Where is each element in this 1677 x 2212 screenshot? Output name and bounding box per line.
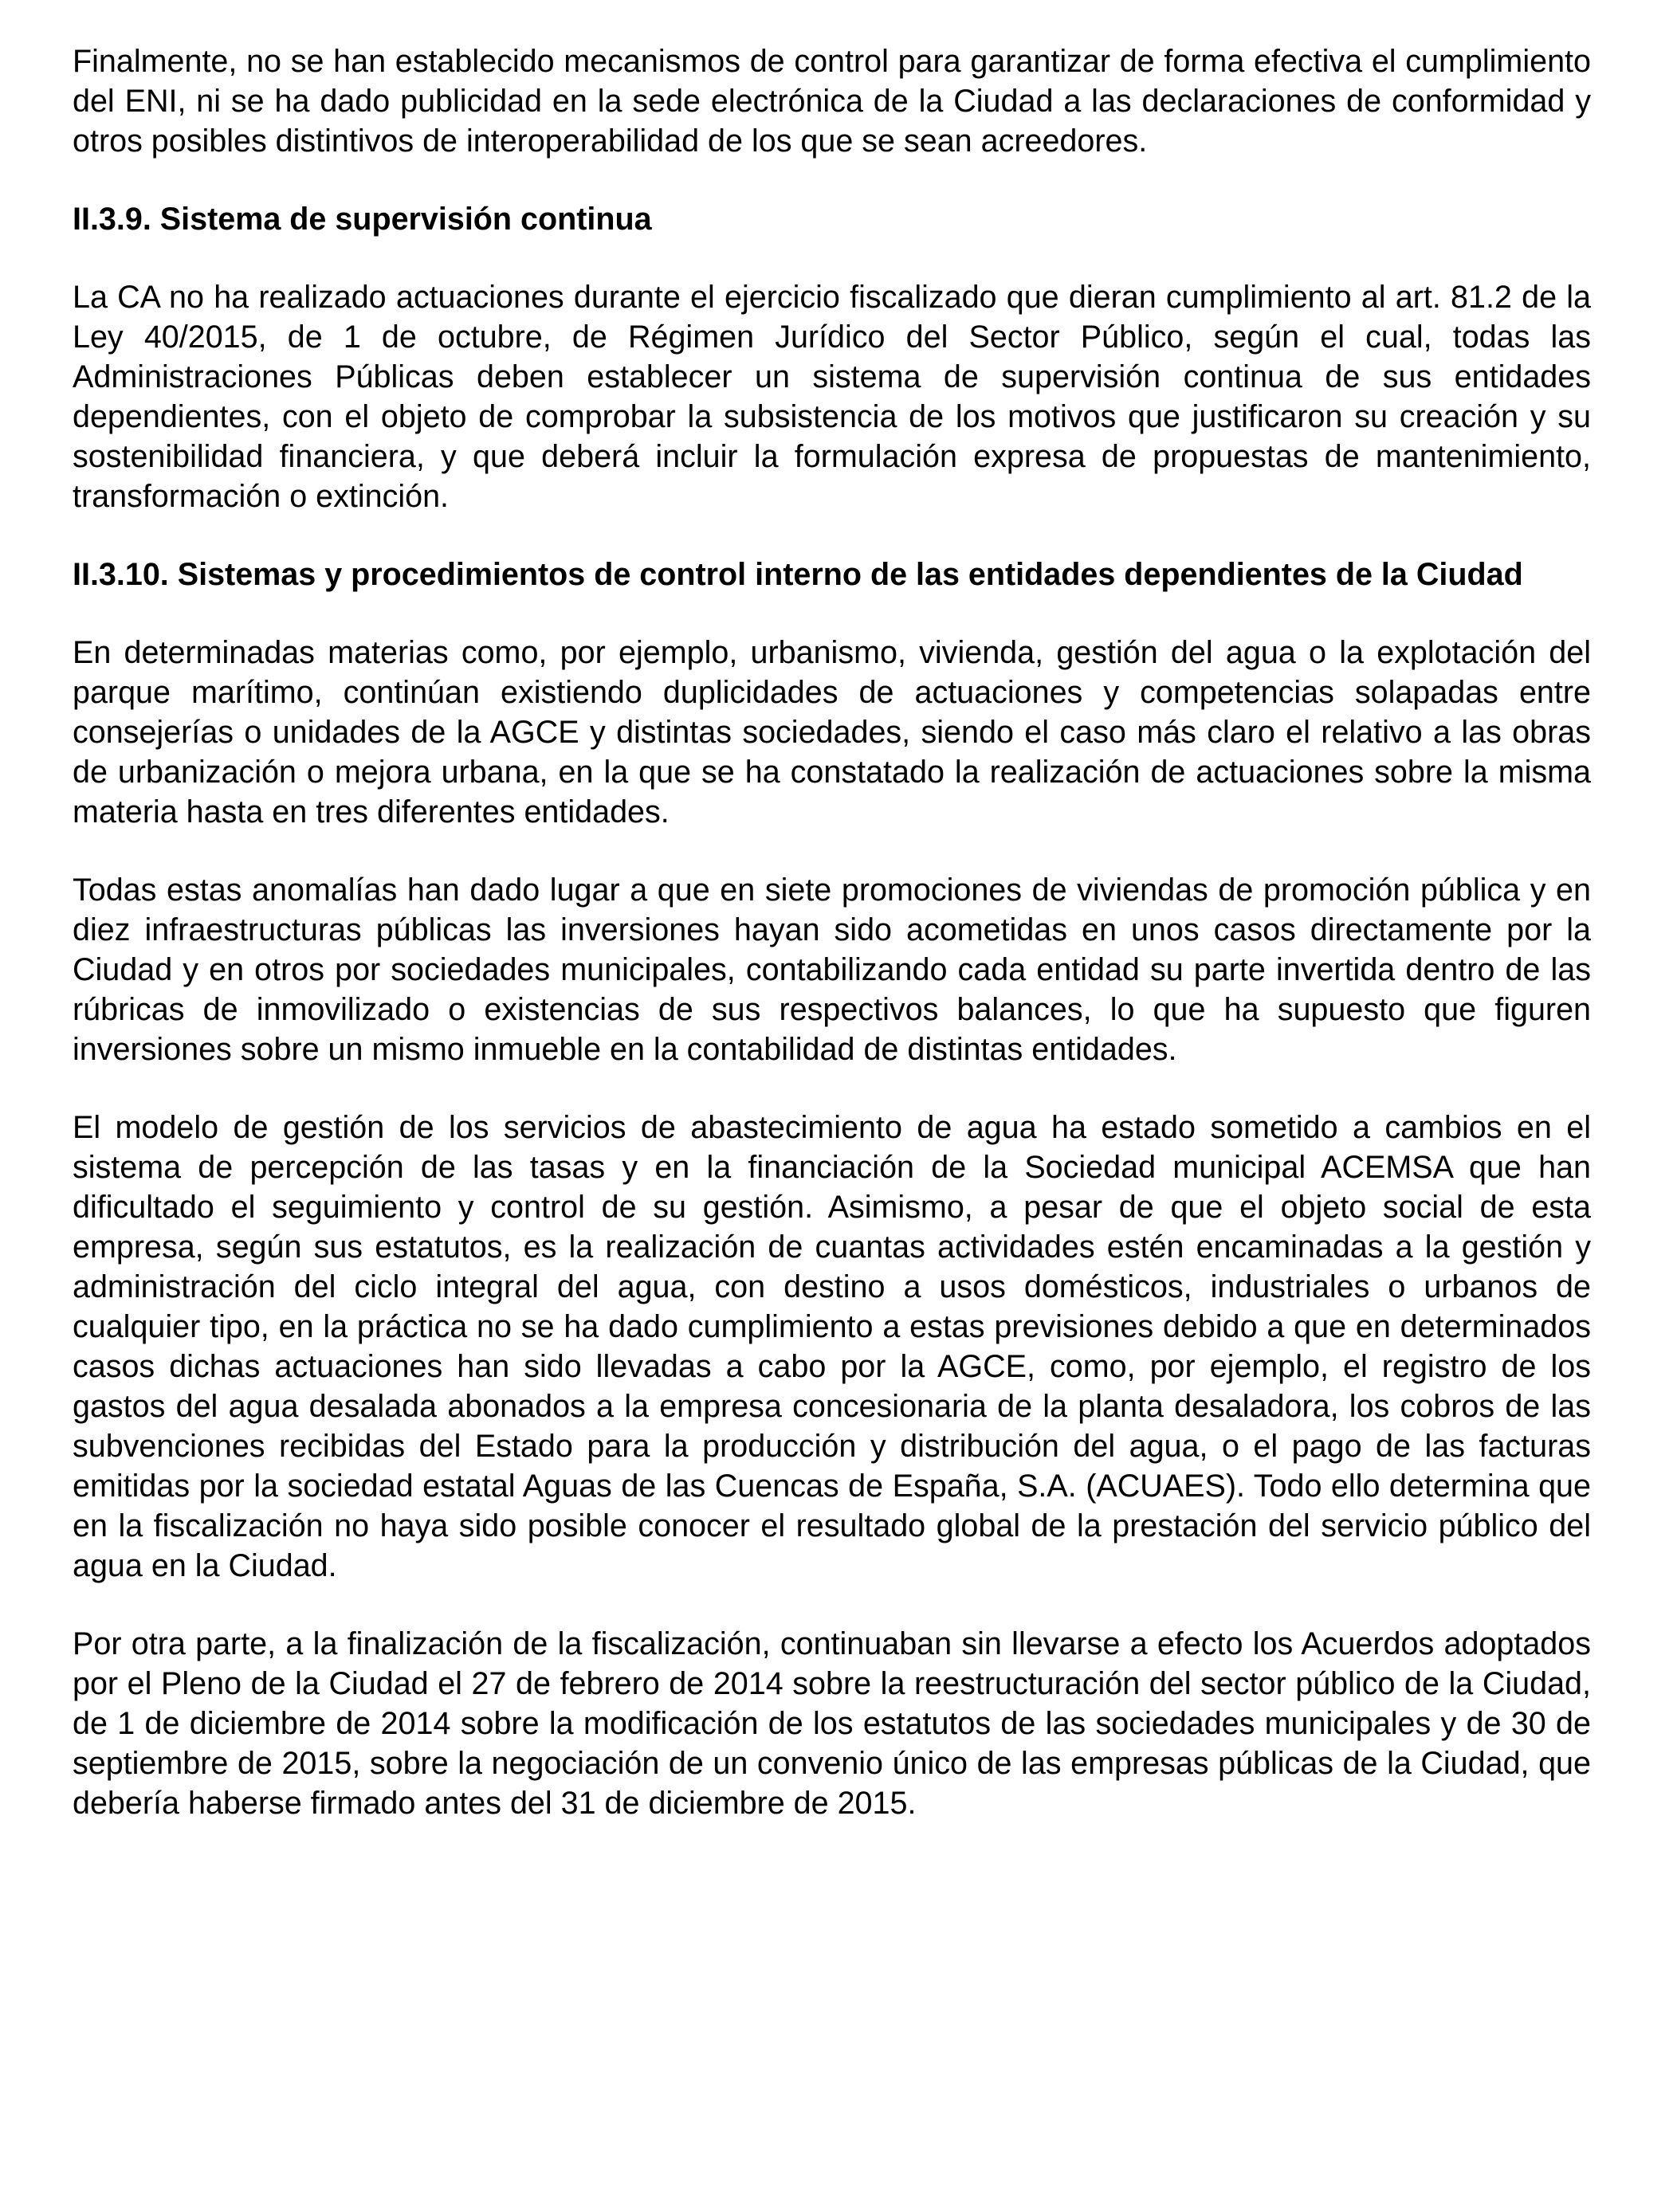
section-heading-ii-3-10	[73, 555, 1591, 594]
paragraph-abastecimiento-agua: El modelo de gestión de los servicios de abastecimiento de agua ha estado sometido a cambios en el sistema de percepción de las tasas y en la financiación de la Sociedad municipal ACEMSA que han dificultado el seguimiento y control de su gestión. Asimismo, a pesar de que el objeto social de esta empresa, según sus estatutos, es la realización de cuantas actividades estén encaminadas a la gestión y administración del ciclo integral del agua, con destino a usos domésticos, industriales o urbanos de cualquier tipo, en la práctica no se ha dado cumplimiento a estas previsiones debido a que en determinados casos dichas actuaciones han sido llevadas a cabo por la AGCE, como, por ejemplo, el registro de los gastos del agua desalada abonados a la empresa concesionaria de la planta desaladora, los cobros de las subvenciones recibidas del Estado para la producción y distribución del agua, o el pago de las facturas emitidas por la sociedad estatal Aguas de las Cuencas de España, S.A. (ACUAES). Todo ello determina que en la fiscalización no haya sido posible conocer el resultado global de la prestación del servicio público del agua en la Ciudad.	[73, 1110, 1591, 1583]
document-page	[73, 41, 1591, 1861]
section-title: Sistemas y procedimientos de control interno de las entidades dependientes de la Ciudad	[177, 557, 1523, 592]
section-number: II.3.10.	[73, 557, 169, 592]
paragraph-intro: Finalmente, no se han establecido mecanismos de control para garantizar de forma efectiva el cumplimiento del ENI, ni se ha dado publicidad en la sede electrónica de la Ciudad a las declaraciones de conformidad y otros posibles distintivos de interoperabilidad de los que se sean acreedores.	[73, 44, 1591, 159]
paragraph-acuerdos-pleno: Por otra parte, a la finalización de la fiscalización, continuaban sin llevarse a efecto los Acuerdos adoptados por el Pleno de la Ciudad el 27 de febrero de 2014 sobre la reestructuración del sector público de la Ciudad, de 1 de diciembre de 2014 sobre la modificación de los estatutos de las sociedades municipales y de 30 de septiembre de 2015, sobre la negociación de un convenio único de las empresas públicas de la Ciudad, que debería haberse firmado antes del 31 de diciembre de 2015.	[73, 1626, 1591, 1821]
paragraph-supervision: La CA no ha realizado actuaciones durante el ejercicio fiscalizado que dieran cumplimiento al art. 81.2 de la Ley 40/2015, de 1 de octubre, de Régimen Jurídico del Sector Público, según el cual, todas las Administraciones Públicas deben establecer un sistema de supervisión continua de sus entidades dependientes, con el objeto de comprobar la subsistencia de los motivos que justificaron su creación y su sostenibilidad financiera, y que deberá incluir la formulación expresa de propuestas de mantenimiento, transformación o extinción.	[73, 280, 1591, 514]
section-title: Sistema de supervisión continua	[159, 202, 652, 237]
paragraph-anomalias: Todas estas anomalías han dado lugar a que en siete promociones de viviendas de promoción pública y en diez infraestructuras públicas las inversiones hayan sido acometidas en unos casos directamente por la Ciudad y en otros por sociedades municipales, contabilizando cada entidad su parte invertida dentro de las rúbricas de inmovilizado o existencias de sus respectivos balances, lo que ha supuesto que figuren inversiones sobre un mismo inmueble en la contabilidad de distintas entidades.	[73, 873, 1591, 1067]
section-heading-ii-3-9	[73, 199, 1591, 239]
section-number: II.3.9.	[73, 202, 151, 237]
paragraph-duplicidades: En determinadas materias como, por ejemplo, urbanismo, vivienda, gestión del agua o la explotación del parque marítimo, continúan existiendo duplicidades de actuaciones y competencias solapadas entre consejerías o unidades de la AGCE y distintas sociedades, siendo el caso más claro el relativo a las obras de urbanización o mejora urbana, en la que se ha constatado la realización de actuaciones sobre la misma materia hasta en tres diferentes entidades.	[73, 635, 1591, 830]
